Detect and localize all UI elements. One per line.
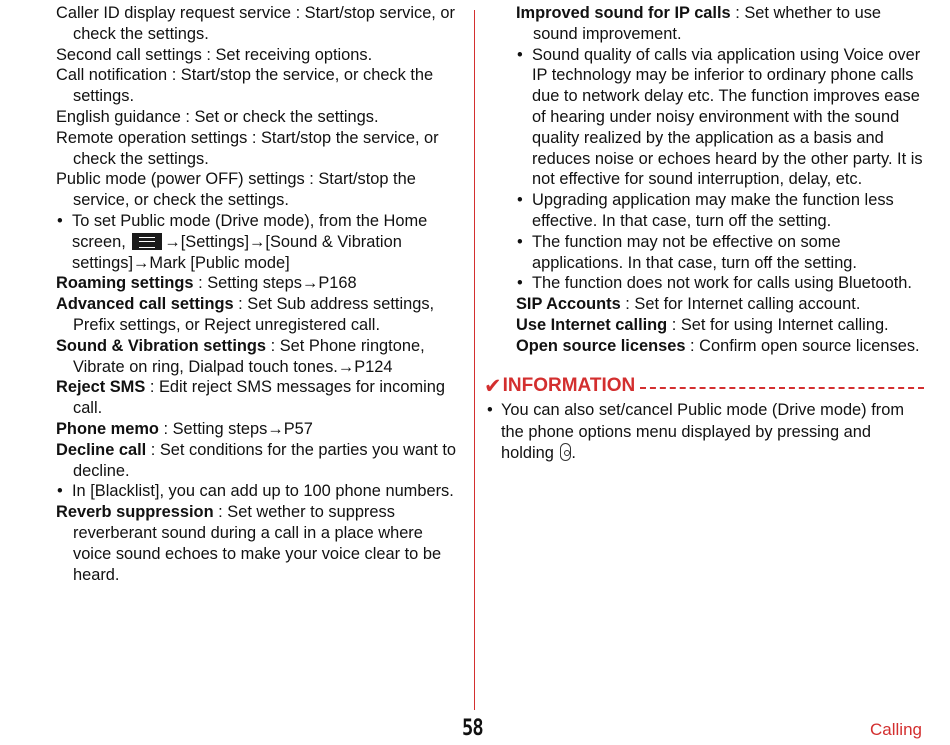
entry-separator: : xyxy=(266,336,280,355)
information-bullet xyxy=(486,400,920,465)
entry-description: Edit reject SMS messages for incoming call. xyxy=(73,378,445,418)
menu-key-icon xyxy=(132,233,162,250)
entry-description: Set whether to use sound improvement. xyxy=(533,4,881,43)
entry-separator: : xyxy=(730,4,745,22)
entry-description: Setting steps→P57 xyxy=(172,419,313,438)
bullet-text: Upgrading application may make the function less effective. In that case, turn off the setting. xyxy=(532,191,894,230)
settings-entry xyxy=(516,315,924,336)
page-number: 58 xyxy=(462,716,483,741)
entry-description: Call notification : Start/stop the service, or check the settings. xyxy=(56,66,434,106)
bullet-icon: • xyxy=(57,211,63,230)
entry-separator: : xyxy=(213,503,228,522)
bullet-icon: • xyxy=(57,482,63,501)
settings-entry xyxy=(56,3,464,45)
entry-separator: : xyxy=(667,315,681,334)
entry-description: Setting steps→P168 xyxy=(207,274,357,293)
bullet-text: In [Blacklist], you can add up to 100 phone numbers. xyxy=(72,482,454,501)
column-divider xyxy=(474,10,475,710)
entry-separator: : xyxy=(146,440,160,459)
entry-separator: : xyxy=(145,378,159,397)
entry-description: Set Sub address settings, Prefix settings, or Reject unregistered call. xyxy=(73,295,435,334)
entry-description: Set wether to suppress reverberant sound during a call in a place where voice sound echoes to make your voice clear to be heard. xyxy=(73,503,442,584)
entry-term: Advanced call settings xyxy=(56,295,234,314)
note-bullet xyxy=(516,273,924,294)
bullet-text: . xyxy=(571,444,576,463)
check-icon: ✔ xyxy=(484,374,502,398)
settings-entry xyxy=(56,294,464,336)
bullet-icon: • xyxy=(517,45,523,64)
entry-term: Sound & Vibration settings xyxy=(56,336,267,355)
note-bullet xyxy=(516,190,924,232)
home-key-icon xyxy=(560,443,571,461)
entry-description: Set Phone ringtone, Vibrate on ring, Dialpad touch tones.→P124 xyxy=(73,336,425,376)
entry-term: Reverb suppression xyxy=(56,503,214,522)
information-header xyxy=(484,372,924,400)
bullet-text: →[Settings]→[Sound & Vibration settings]→Mark [Public mode] xyxy=(72,232,402,272)
entry-description: Set conditions for the parties you want to decline. xyxy=(73,440,456,480)
entry-description: English guidance : Set or check the settings. xyxy=(56,107,379,126)
entry-term: Open source licenses xyxy=(516,336,686,355)
settings-entry xyxy=(56,377,464,419)
entry-description: Caller ID display request service : Start/stop service, or check the settings. xyxy=(56,4,455,43)
entry-description: Second call settings : Set receiving options. xyxy=(56,45,373,64)
settings-entry xyxy=(56,45,464,66)
bullet-icon: • xyxy=(487,401,493,419)
settings-entry xyxy=(56,336,464,378)
bullet-icon: • xyxy=(517,274,523,293)
section-name: Calling xyxy=(870,720,922,739)
bullet-text: The function may not be effective on some applications. In that case, turn off the setting. xyxy=(532,232,857,272)
right-column xyxy=(516,3,924,357)
information-title: INFORMATION xyxy=(502,375,636,396)
bullet-icon: • xyxy=(517,191,523,210)
settings-entry xyxy=(56,128,464,170)
note-bullet xyxy=(516,232,924,274)
entry-term: SIP Accounts xyxy=(516,295,621,314)
settings-entry xyxy=(56,440,464,482)
entry-separator: : xyxy=(158,419,173,438)
entry-separator: : xyxy=(685,336,700,355)
entry-separator: : xyxy=(233,295,248,314)
entry-term: Improved sound for IP calls xyxy=(516,4,731,22)
note-bullet xyxy=(56,481,464,502)
settings-entry xyxy=(56,65,464,107)
entry-term: Roaming settings xyxy=(56,274,194,293)
entry-term: Use Internet calling xyxy=(516,315,668,334)
settings-entry xyxy=(56,169,464,211)
note-bullet xyxy=(56,211,464,273)
bullet-text: Sound quality of calls via application using Voice over IP technology may be inferior to ordinary phone calls due to network delay etc. The function improves ease of hearing under noisy environment with the sound quality realized by the application as a basis and reduces noise or echoes heard by the other party. It is not effective for sound interruption, delay, etc. xyxy=(532,45,923,189)
left-column xyxy=(56,3,464,585)
bullet-text: The function does not work for calls using Bluetooth. xyxy=(532,274,912,293)
settings-entry xyxy=(56,419,464,440)
settings-entry xyxy=(516,294,924,315)
entry-term: Reject SMS xyxy=(56,378,146,397)
entry-description: Public mode (power OFF) settings : Start/stop the service, or check the settings. xyxy=(56,170,416,210)
entry-description: Remote operation settings : Start/stop the service, or check the settings. xyxy=(56,128,439,168)
entry-separator: : xyxy=(193,274,208,293)
entry-description: Set for Internet calling account. xyxy=(634,295,861,314)
settings-entry xyxy=(516,336,924,357)
settings-entry xyxy=(516,3,924,45)
settings-entry xyxy=(56,273,464,294)
bullet-icon: • xyxy=(517,232,523,251)
information-body xyxy=(486,400,920,465)
information-dashed-rule xyxy=(640,387,924,389)
bullet-text: You can also set/cancel Public mode (Drive mode) from the phone options menu displayed by pressing and holding xyxy=(501,401,904,463)
settings-entry xyxy=(56,502,464,585)
entry-separator: : xyxy=(620,295,635,314)
bullet-text: To set Public mode (Drive mode), from the Home screen, xyxy=(72,211,428,251)
entry-description: Set for using Internet calling. xyxy=(680,315,889,334)
entry-term: Phone memo xyxy=(56,419,159,438)
entry-description: Confirm open source licenses. xyxy=(699,336,920,355)
note-bullet xyxy=(516,45,924,191)
settings-entry xyxy=(56,107,464,128)
entry-term: Decline call xyxy=(56,440,147,459)
